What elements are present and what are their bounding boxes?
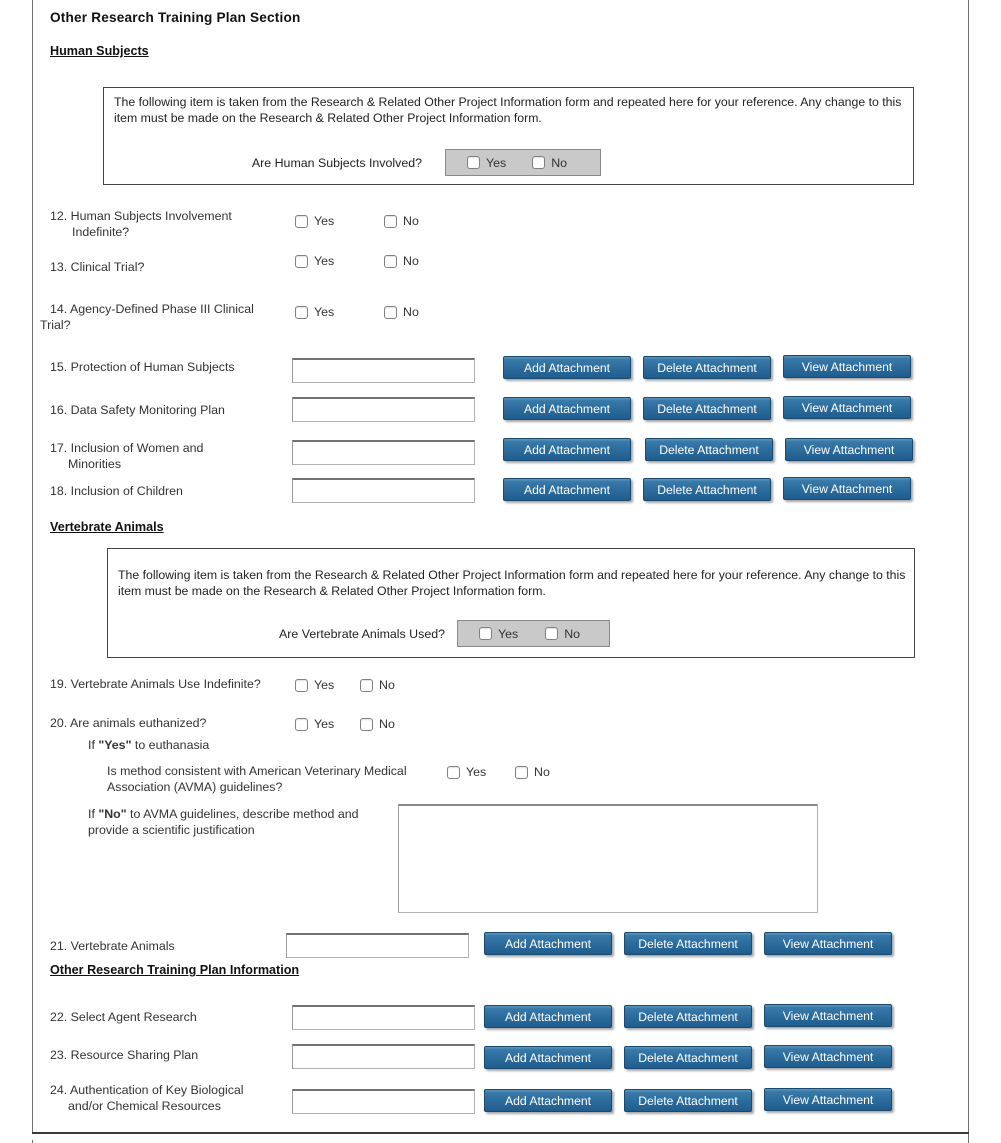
question-18-delete-attachment-button[interactable]: Delete Attachment bbox=[643, 478, 771, 501]
question-22-attachment-input[interactable] bbox=[292, 1005, 475, 1030]
vertebrate-animals-used-yes-label: Yes bbox=[498, 626, 519, 641]
question-16-delete-attachment-button[interactable]: Delete Attachment bbox=[643, 397, 771, 420]
question-15-view-attachment-button[interactable]: View Attachment bbox=[783, 355, 911, 378]
question-23-view-attachment-button[interactable]: View Attachment bbox=[764, 1045, 892, 1068]
panel-right-border bbox=[968, 0, 969, 1143]
page-title: Other Research Training Plan Section bbox=[50, 10, 301, 25]
vertebrate-animals-used-yes-option bbox=[479, 627, 518, 641]
question-14-line1: 14. Agency-Defined Phase III Clinical bbox=[50, 302, 254, 316]
question-13-yes-label: Yes bbox=[314, 254, 335, 268]
question-14-no-option bbox=[384, 305, 419, 319]
if-no-line2: provide a scientific justification bbox=[88, 822, 255, 837]
question-12-yes-label: Yes bbox=[314, 214, 335, 228]
if-no-avma-note bbox=[88, 807, 388, 838]
human-subjects-involved-no-label: No bbox=[551, 155, 568, 170]
if-no-post: to AVMA guidelines, describe method and bbox=[126, 807, 359, 821]
question-15-add-attachment-button[interactable]: Add Attachment bbox=[503, 356, 631, 379]
question-24-attachment-input[interactable] bbox=[292, 1089, 475, 1114]
human-subjects-heading: Human Subjects bbox=[50, 44, 149, 58]
question-13-label: 13. Clinical Trial? bbox=[50, 260, 145, 274]
panel-left-border bbox=[32, 0, 33, 1133]
question-17-add-attachment-button[interactable]: Add Attachment bbox=[503, 438, 631, 461]
question-16-attachment-input[interactable] bbox=[292, 397, 475, 422]
question-17-delete-attachment-button[interactable]: Delete Attachment bbox=[645, 438, 773, 461]
vertebrate-animals-note-box bbox=[107, 548, 915, 658]
are-vertebrate-animals-used-label: Are Vertebrate Animals Used? bbox=[279, 627, 445, 641]
human-subjects-involved-answer-group bbox=[445, 149, 601, 176]
avma-yes-option bbox=[447, 765, 486, 779]
question-14-yes-checkbox[interactable] bbox=[295, 306, 308, 319]
if-yes-euthanasia-note bbox=[88, 738, 209, 754]
if-yes-post: to euthanasia bbox=[131, 738, 210, 752]
question-13-no-label: No bbox=[403, 254, 419, 268]
question-12-label bbox=[50, 209, 232, 240]
vertebrate-animals-heading: Vertebrate Animals bbox=[50, 520, 164, 534]
question-20-label: 20. Are animals euthanized? bbox=[50, 716, 207, 730]
avma-yes-label: Yes bbox=[466, 765, 487, 779]
question-24-delete-attachment-button[interactable]: Delete Attachment bbox=[624, 1089, 752, 1112]
question-24-add-attachment-button[interactable]: Add Attachment bbox=[484, 1089, 612, 1112]
avma-no-option bbox=[515, 765, 550, 779]
question-20-no-option bbox=[360, 717, 395, 731]
avma-question-line2: Association (AVMA) guidelines? bbox=[107, 779, 283, 794]
question-13-yes-option bbox=[295, 254, 334, 268]
question-13-no-checkbox[interactable] bbox=[384, 255, 397, 268]
avma-justification-textarea[interactable] bbox=[398, 804, 818, 913]
question-13-no-option bbox=[384, 254, 419, 268]
question-14-no-label: No bbox=[403, 305, 419, 319]
question-22-delete-attachment-button[interactable]: Delete Attachment bbox=[624, 1005, 752, 1028]
question-14-yes-label: Yes bbox=[314, 305, 335, 319]
question-14-yes-option bbox=[295, 305, 334, 319]
question-19-no-checkbox[interactable] bbox=[360, 679, 373, 692]
question-19-yes-option bbox=[295, 678, 334, 692]
are-human-subjects-involved-label: Are Human Subjects Involved? bbox=[251, 156, 422, 170]
question-15-delete-attachment-button[interactable]: Delete Attachment bbox=[643, 356, 771, 379]
question-16-view-attachment-button[interactable]: View Attachment bbox=[783, 396, 911, 419]
human-subjects-note-box bbox=[103, 87, 914, 185]
avma-no-checkbox[interactable] bbox=[515, 766, 528, 779]
question-12-yes-checkbox[interactable] bbox=[295, 215, 308, 228]
question-12-no-option bbox=[384, 214, 419, 228]
question-23-attachment-input[interactable] bbox=[292, 1044, 475, 1069]
avma-yes-checkbox[interactable] bbox=[447, 766, 460, 779]
question-21-delete-attachment-button[interactable]: Delete Attachment bbox=[624, 932, 752, 955]
avma-question-label bbox=[107, 764, 407, 795]
vertebrate-animals-used-no-label: No bbox=[564, 626, 581, 641]
question-19-label: 19. Vertebrate Animals Use Indefinite? bbox=[50, 677, 261, 691]
if-no-bold: "No" bbox=[98, 807, 127, 821]
human-subjects-involved-no-option bbox=[532, 156, 567, 170]
question-18-view-attachment-button[interactable]: View Attachment bbox=[783, 477, 911, 500]
question-24-label bbox=[50, 1083, 244, 1114]
human-subjects-involved-yes-option bbox=[467, 156, 506, 170]
question-15-attachment-input[interactable] bbox=[292, 358, 475, 383]
vertebrate-animals-note-text: The following item is taken from the Research & Related Other Project Information form and repeated here for your reference. Any change to this item must be made on the Research & Related Other Project Information form. bbox=[118, 568, 906, 598]
question-18-label: 18. Inclusion of Children bbox=[50, 484, 183, 498]
question-22-view-attachment-button[interactable]: View Attachment bbox=[764, 1004, 892, 1027]
question-18-attachment-input[interactable] bbox=[292, 478, 475, 503]
human-subjects-note-text: The following item is taken from the Research & Related Other Project Information form and repeated here for your reference. Any change to this item must be made on the Research & Related Other Project Information form. bbox=[114, 95, 902, 125]
question-24-line2: and/or Chemical Resources bbox=[68, 1098, 221, 1113]
question-22-label: 22. Select Agent Research bbox=[50, 1010, 197, 1024]
question-17-line2: Minorities bbox=[68, 456, 122, 471]
question-17-attachment-input[interactable] bbox=[292, 440, 475, 465]
question-19-no-label: No bbox=[379, 678, 395, 692]
question-15-label: 15. Protection of Human Subjects bbox=[50, 360, 235, 374]
question-14-label bbox=[40, 302, 254, 333]
panel-bottom-border bbox=[32, 1132, 969, 1134]
question-12-no-label: No bbox=[403, 214, 419, 228]
question-23-label: 23. Resource Sharing Plan bbox=[50, 1048, 199, 1062]
human-subjects-involved-yes-label: Yes bbox=[486, 155, 507, 170]
question-20-yes-label: Yes bbox=[314, 717, 335, 731]
avma-question-line1: Is method consistent with American Veterinary Medical bbox=[107, 764, 407, 778]
vertebrate-animals-used-no-checkbox[interactable] bbox=[545, 627, 558, 640]
question-20-no-checkbox[interactable] bbox=[360, 718, 373, 731]
question-19-yes-checkbox[interactable] bbox=[295, 679, 308, 692]
question-18-add-attachment-button[interactable]: Add Attachment bbox=[503, 478, 631, 501]
question-12-yes-option bbox=[295, 214, 334, 228]
question-19-yes-label: Yes bbox=[314, 678, 335, 692]
question-17-line1: 17. Inclusion of Women and bbox=[50, 441, 204, 455]
question-21-view-attachment-button[interactable]: View Attachment bbox=[764, 932, 892, 955]
question-24-view-attachment-button[interactable]: View Attachment bbox=[764, 1088, 892, 1111]
question-21-add-attachment-button[interactable]: Add Attachment bbox=[484, 932, 612, 955]
question-12-line1: 12. Human Subjects Involvement bbox=[50, 209, 232, 223]
question-22-add-attachment-button[interactable]: Add Attachment bbox=[484, 1005, 612, 1028]
question-21-attachment-input[interactable] bbox=[286, 933, 469, 958]
if-no-pre: If bbox=[88, 807, 99, 821]
human-subjects-involved-yes-checkbox[interactable] bbox=[467, 156, 480, 169]
question-23-delete-attachment-button[interactable]: Delete Attachment bbox=[624, 1046, 752, 1069]
if-yes-pre: If bbox=[88, 738, 99, 752]
question-13-yes-checkbox[interactable] bbox=[295, 255, 308, 268]
question-20-yes-checkbox[interactable] bbox=[295, 718, 308, 731]
question-17-label bbox=[50, 441, 203, 472]
question-20-yes-option bbox=[295, 717, 334, 731]
vertebrate-animals-used-no-option bbox=[545, 627, 580, 641]
question-12-no-checkbox[interactable] bbox=[384, 215, 397, 228]
question-12-line2: Indefinite? bbox=[72, 224, 130, 239]
other-info-heading: Other Research Training Plan Information bbox=[50, 963, 300, 977]
question-23-add-attachment-button[interactable]: Add Attachment bbox=[484, 1046, 612, 1069]
question-14-line2: Trial? bbox=[40, 317, 71, 332]
question-16-label: 16. Data Safety Monitoring Plan bbox=[50, 403, 225, 417]
question-16-add-attachment-button[interactable]: Add Attachment bbox=[503, 397, 631, 420]
human-subjects-involved-no-checkbox[interactable] bbox=[532, 156, 545, 169]
question-21-label: 21. Vertebrate Animals bbox=[50, 939, 175, 953]
vertebrate-animals-used-answer-group bbox=[457, 620, 610, 647]
question-24-line1: 24. Authentication of Key Biological bbox=[50, 1083, 244, 1097]
vertebrate-animals-used-yes-checkbox[interactable] bbox=[479, 627, 492, 640]
if-yes-bold: "Yes" bbox=[98, 738, 132, 752]
avma-no-label: No bbox=[534, 765, 550, 779]
question-14-no-checkbox[interactable] bbox=[384, 306, 397, 319]
question-19-no-option bbox=[360, 678, 395, 692]
question-20-no-label: No bbox=[379, 717, 395, 731]
question-17-view-attachment-button[interactable]: View Attachment bbox=[785, 438, 913, 461]
